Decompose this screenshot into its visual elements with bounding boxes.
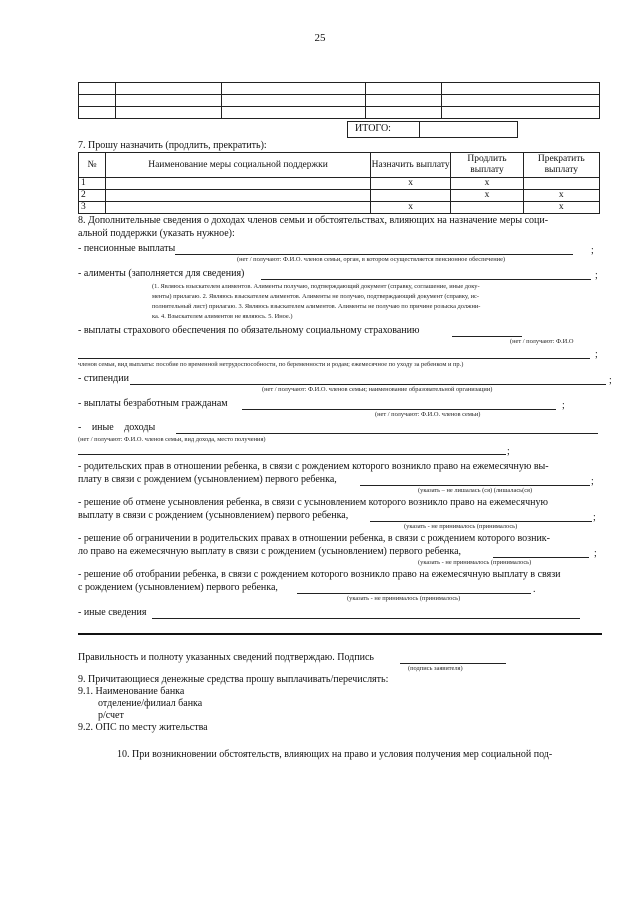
removal-1: - решение об отобрании ребенка, в связи с рождением которого возникло право на ежемесячную выплату в связи xyxy=(78,569,561,580)
table-cell[interactable] xyxy=(79,107,116,119)
support-measures-table xyxy=(78,152,600,214)
insurance-hint-2: членов семьи, вид выплаты: пособие по временной нетрудоспособности, по беременности и родам; ежемесячное по уходу за ребенком и пр.) xyxy=(78,361,464,368)
bank-name-label: 9.1. Наименование банка xyxy=(78,686,185,697)
assign-checkbox[interactable] xyxy=(370,190,451,202)
col-name-header: Наименование меры социальной поддержки xyxy=(106,153,371,178)
table-row: 2 х х xyxy=(79,190,600,202)
insurance-field-2[interactable] xyxy=(78,358,590,359)
col-assign-header: Назначить выплату xyxy=(370,153,451,178)
removal-hint: (указать - не принималось (принималось) xyxy=(347,595,461,602)
alimony-hint-3: полнительный лист) прилагаю. 3. Являюсь взыскателем алиментов. Алименты не получаю по причине розыска должни- xyxy=(152,303,481,310)
restriction-hint: (указать - не принималось (принималось) xyxy=(418,559,532,566)
stipend-hint: (нет / получают: Ф.И.О. членов семьи; наименование образовательной организации) xyxy=(262,386,493,393)
bank-branch-label: отделение/филиал банка xyxy=(98,698,203,709)
stipend-field[interactable] xyxy=(130,384,606,385)
other-info-label: - иные сведения xyxy=(78,607,147,618)
ops-label: 9.2. ОПС по месту жительства xyxy=(78,722,208,733)
removal-2: с рождением (усыновлением) первого ребенка, xyxy=(78,582,278,593)
table-cell[interactable] xyxy=(221,107,366,119)
table-row: 3 х х xyxy=(79,202,600,214)
table-cell[interactable] xyxy=(221,95,366,107)
table-row xyxy=(79,83,600,95)
table-cell[interactable] xyxy=(442,83,600,95)
other-income-field[interactable] xyxy=(176,433,598,434)
confirmation-text: Правильность и полноту указанных сведений подтверждаю. Подпись xyxy=(78,652,374,663)
pension-hint: (нет / получают: Ф.И.О. членов семьи, орган, в котором осуществляется пенсионное обеспечение) xyxy=(237,256,506,263)
table-row xyxy=(79,95,600,107)
insurance-hint-1: (нет / получают: Ф.И.О xyxy=(510,338,574,345)
section9-title: 9. Причитающиеся денежные средства прошу выплачивать/перечислять: xyxy=(78,674,389,685)
other-income-label: - иные доходы xyxy=(78,422,156,433)
measure-name-cell[interactable] xyxy=(106,202,371,214)
table-cell[interactable] xyxy=(115,83,221,95)
col-extend-header: Продлить выплату xyxy=(451,153,523,178)
alimony-hint-1: (1. Являюсь взыскателем алиментов. Алименты получаю, подтверждающий документ (справку, соглашение, иные доку- xyxy=(152,283,480,290)
alimony-hint-2: менты) прилагаю. 2. Являюсь взыскателем алиментов. Алименты не получаю, подтверждающий документ (справку, ис- xyxy=(152,293,479,300)
page-number: 25 xyxy=(314,32,326,44)
itogo-value-field[interactable] xyxy=(419,121,518,138)
unemployed-field[interactable] xyxy=(242,409,556,410)
parental-rights-1: - родительских прав в отношении ребенка, в связи с рождением которого возникло право на ежемесячную вы- xyxy=(78,461,549,472)
restriction-2: ло право на ежемесячную выплату в связи с рождением (усыновлением) первого ребенка, xyxy=(78,546,462,557)
adoption-cancel-2: выплату в связи с рождением (усыновлением) первого ребенка, xyxy=(78,510,349,521)
alimony-label: - алименты (заполняется для сведения) xyxy=(78,268,245,279)
table-row: 1 х х xyxy=(79,178,600,190)
restriction-field[interactable] xyxy=(493,557,589,558)
table-cell[interactable] xyxy=(442,107,600,119)
signature-hint: (подпись заявителя) xyxy=(408,665,463,672)
table-cell[interactable] xyxy=(442,95,600,107)
table-cell[interactable] xyxy=(115,95,221,107)
table-cell[interactable] xyxy=(366,95,442,107)
extend-checkbox[interactable]: х xyxy=(451,178,523,190)
stop-checkbox[interactable] xyxy=(523,178,599,190)
stop-checkbox[interactable]: х xyxy=(523,190,599,202)
income-table xyxy=(78,82,600,119)
pension-label: - пенсионные выплаты xyxy=(78,243,176,254)
section-divider xyxy=(78,633,602,635)
measure-name-cell[interactable] xyxy=(106,190,371,202)
removal-field[interactable] xyxy=(297,593,531,594)
insurance-label: - выплаты страхового обеспечения по обязательному социальному страхованию xyxy=(78,325,420,336)
stop-checkbox[interactable]: х xyxy=(523,202,599,214)
col-stop-header: Прекратить выплату xyxy=(523,153,599,178)
section8-title-1: 8. Дополнительные сведения о доходах членов семьи и обстоятельствах, влияющих на назначение меры соци- xyxy=(78,215,549,226)
section8-title-2: альной поддержки (указать нужное): xyxy=(78,228,235,239)
table-cell[interactable] xyxy=(221,83,366,95)
other-info-field[interactable] xyxy=(152,618,580,619)
alimony-hint-4: ка. 4. Взыскателем алиментов не являюсь. 5. Иное.) xyxy=(152,313,293,320)
table-cell[interactable] xyxy=(366,107,442,119)
alimony-field[interactable] xyxy=(261,279,591,280)
pension-field[interactable] xyxy=(175,254,573,255)
adoption-cancel-hint: (указать - не принималось (принималось) xyxy=(404,523,518,530)
other-income-field-2[interactable] xyxy=(78,454,506,455)
unemployed-hint: (нет / получают: Ф.И.О. членов семьи) xyxy=(375,411,481,418)
table-row xyxy=(79,107,600,119)
table-cell[interactable] xyxy=(79,83,116,95)
restriction-1: - решение об ограничении в родительских правах в отношении ребенка, в связи с рождением которого возник- xyxy=(78,533,550,544)
parental-rights-2: плату в связи с рождением (усыновлением) первого ребенка, xyxy=(78,474,337,485)
insurance-field[interactable] xyxy=(452,336,522,337)
table-cell[interactable] xyxy=(79,95,116,107)
table-cell[interactable] xyxy=(115,107,221,119)
measure-name-cell[interactable] xyxy=(106,178,371,190)
unemployed-label: - выплаты безработным гражданам xyxy=(78,398,228,409)
bank-account-label: р/счет xyxy=(98,710,124,721)
section10-text: 10. При возникновении обстоятельств, влияющих на право и условия получения мер социальной под- xyxy=(117,749,553,760)
extend-checkbox[interactable] xyxy=(451,202,523,214)
assign-checkbox[interactable]: х xyxy=(370,178,451,190)
col-number-header: № xyxy=(79,153,106,178)
section7-title: 7. Прошу назначить (продлить, прекратить): xyxy=(78,140,267,151)
assign-checkbox[interactable]: х xyxy=(370,202,451,214)
adoption-cancel-field[interactable] xyxy=(370,521,592,522)
itogo-label: ИТОГО: xyxy=(355,123,391,134)
extend-checkbox[interactable]: х xyxy=(451,190,523,202)
parental-rights-hint: (указать – не лишалась (ся) (лишалась(ся) xyxy=(418,487,533,494)
signature-field[interactable] xyxy=(400,663,506,664)
table-cell[interactable] xyxy=(366,83,442,95)
other-income-hint: (нет / получают: Ф.И.О. членов семьи, вид дохода, место получения) xyxy=(78,436,266,443)
stipend-label: - стипендии xyxy=(78,373,129,384)
parental-rights-field[interactable] xyxy=(360,485,590,486)
adoption-cancel-1: - решение об отмене усыновления ребенка, в связи с усыновлением которого возникло право на ежемесячную xyxy=(78,497,548,508)
